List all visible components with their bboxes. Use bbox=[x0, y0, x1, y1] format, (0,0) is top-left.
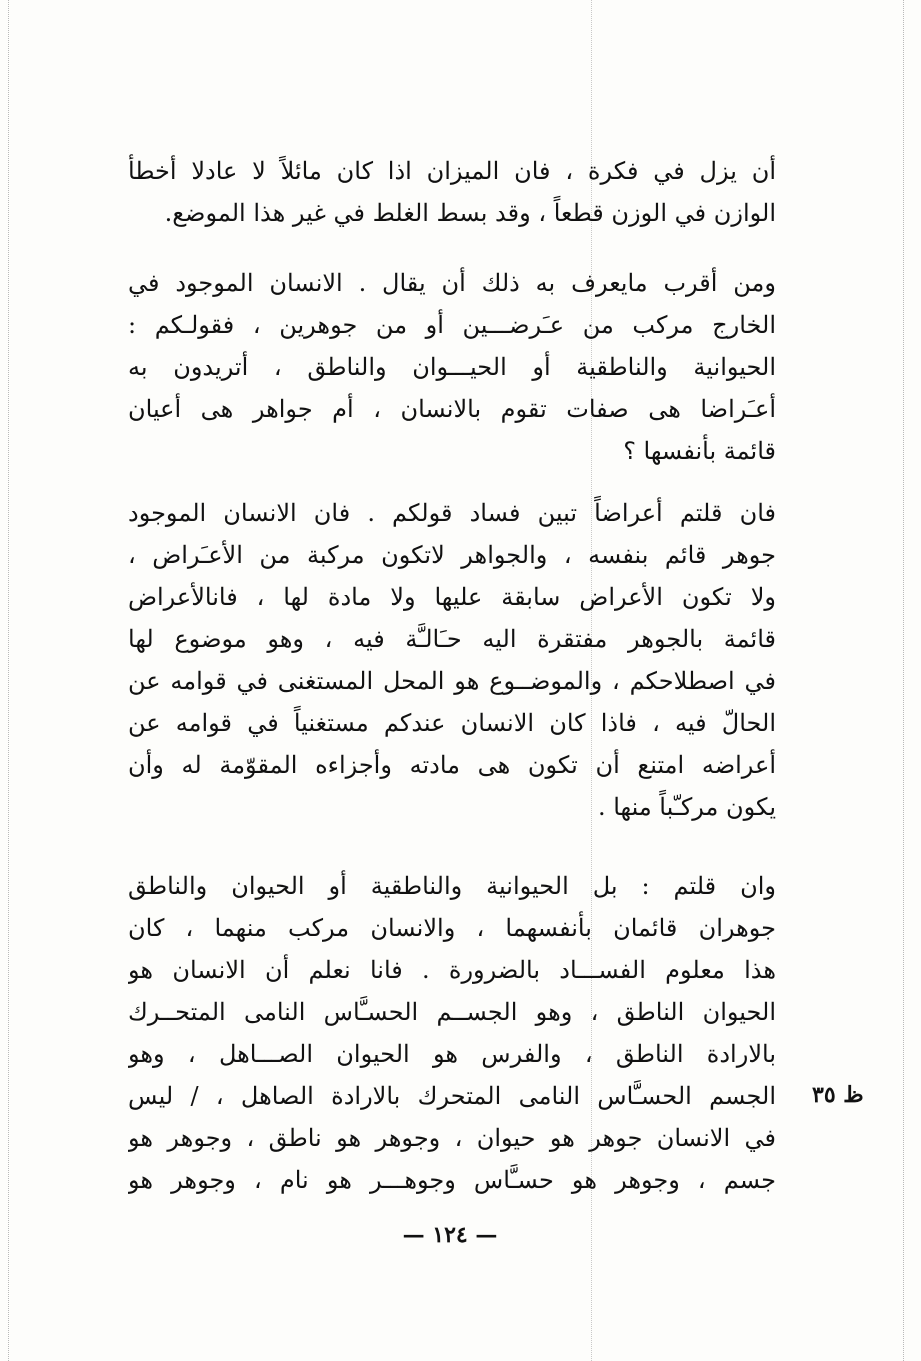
text-line: الجسم الحسـَّاس النامى المتحرك بالارادة الصاهل ، / ليس bbox=[128, 1082, 776, 1110]
text-line: ومن أقرب مايعرف به ذلك أن يقال . الانسان الموجود في bbox=[128, 269, 776, 297]
text-line: الحيوان الناطق ، وهو الجســم الحسـَّاس النامى المتحــرك bbox=[128, 998, 776, 1026]
text-line: في الانسان جوهر هو حيوان ، وجوهر هو ناطق ، وجوهر هو bbox=[128, 1124, 776, 1152]
text-line: بالارادة الناطق ، والفرس هو الحيوان الصـــاهل ، وهو bbox=[128, 1040, 776, 1068]
paragraph-3 bbox=[128, 492, 776, 828]
text-line: جوهران قائمان بأنفسهما ، والانسان مركب منهما ، كان bbox=[128, 914, 776, 942]
scan-artifact-line-left bbox=[8, 0, 9, 1361]
text-line: في اصطلاحكم ، والموضــوع هو المحل المستغنى في قوامه عن bbox=[128, 667, 776, 695]
text-line: جوهر قائم بنفسه ، والجواهر لاتكون مركبة من الأعـَراض ، bbox=[128, 541, 776, 569]
text-line: أعـَراضا هى صفات تقوم بالانسان ، أم جواهر هى أعيان bbox=[128, 395, 776, 423]
manuscript-folio-marker: ظ ٣٥ bbox=[812, 1082, 864, 1108]
text-line: قائمة بأنفسها ؟ bbox=[623, 437, 776, 465]
text-line: الحيوانية والناطقية أو الحيـــوان والناطق ، أتريدون به bbox=[128, 353, 776, 381]
paragraph-4 bbox=[128, 865, 776, 1201]
text-line: الوازن في الوزن قطعاً ، وقد بسط الغلط في غير هذا الموضع. bbox=[164, 199, 776, 227]
paragraph-2 bbox=[128, 262, 776, 472]
text-line: أعراضه امتنع أن تكون هى مادته وأجزاءه المقوّمة له وأن bbox=[128, 751, 776, 779]
paragraph-1 bbox=[128, 150, 776, 234]
text-line: الحالّ فيه ، فاذا كان الانسان عندكم مستغنياً في قوامه عن bbox=[128, 709, 776, 737]
text-line: ولا تكون الأعراض سابقة عليها ولا مادة لها ، فانالأعراض bbox=[128, 583, 776, 611]
text-line: يكون مركـّباً منها . bbox=[597, 793, 776, 821]
text-line: أن يزل في فكرة ، فان الميزان اذا كان مائلاً لا عادلا أخطأ bbox=[128, 157, 776, 185]
text-line: الخارج مركب من عـَرضـــين أو من جوهرين ، فقولـكم : bbox=[128, 311, 776, 339]
page-number: — ١٢٤ — bbox=[402, 1222, 498, 1248]
text-line: جسم ، وجوهر هو حسـَّاس وجوهـــر هو نام ، وجوهر هو bbox=[128, 1166, 776, 1194]
scan-artifact-line-right bbox=[903, 0, 904, 1361]
text-line: فان قلتم أعراضاً تبين فساد قولكم . فان الانسان الموجود bbox=[128, 499, 776, 527]
text-line: وان قلتم : بل الحيوانية والناطقية أو الحيوان والناطق bbox=[128, 872, 776, 900]
text-line: قائمة بالجوهر مفتقرة اليه حـَالـَّة فيه ، وهو موضوع لها bbox=[128, 625, 776, 653]
text-line: هذا معلوم الفســـاد بالضرورة . فانا نعلم أن الانسان هو bbox=[128, 956, 776, 984]
